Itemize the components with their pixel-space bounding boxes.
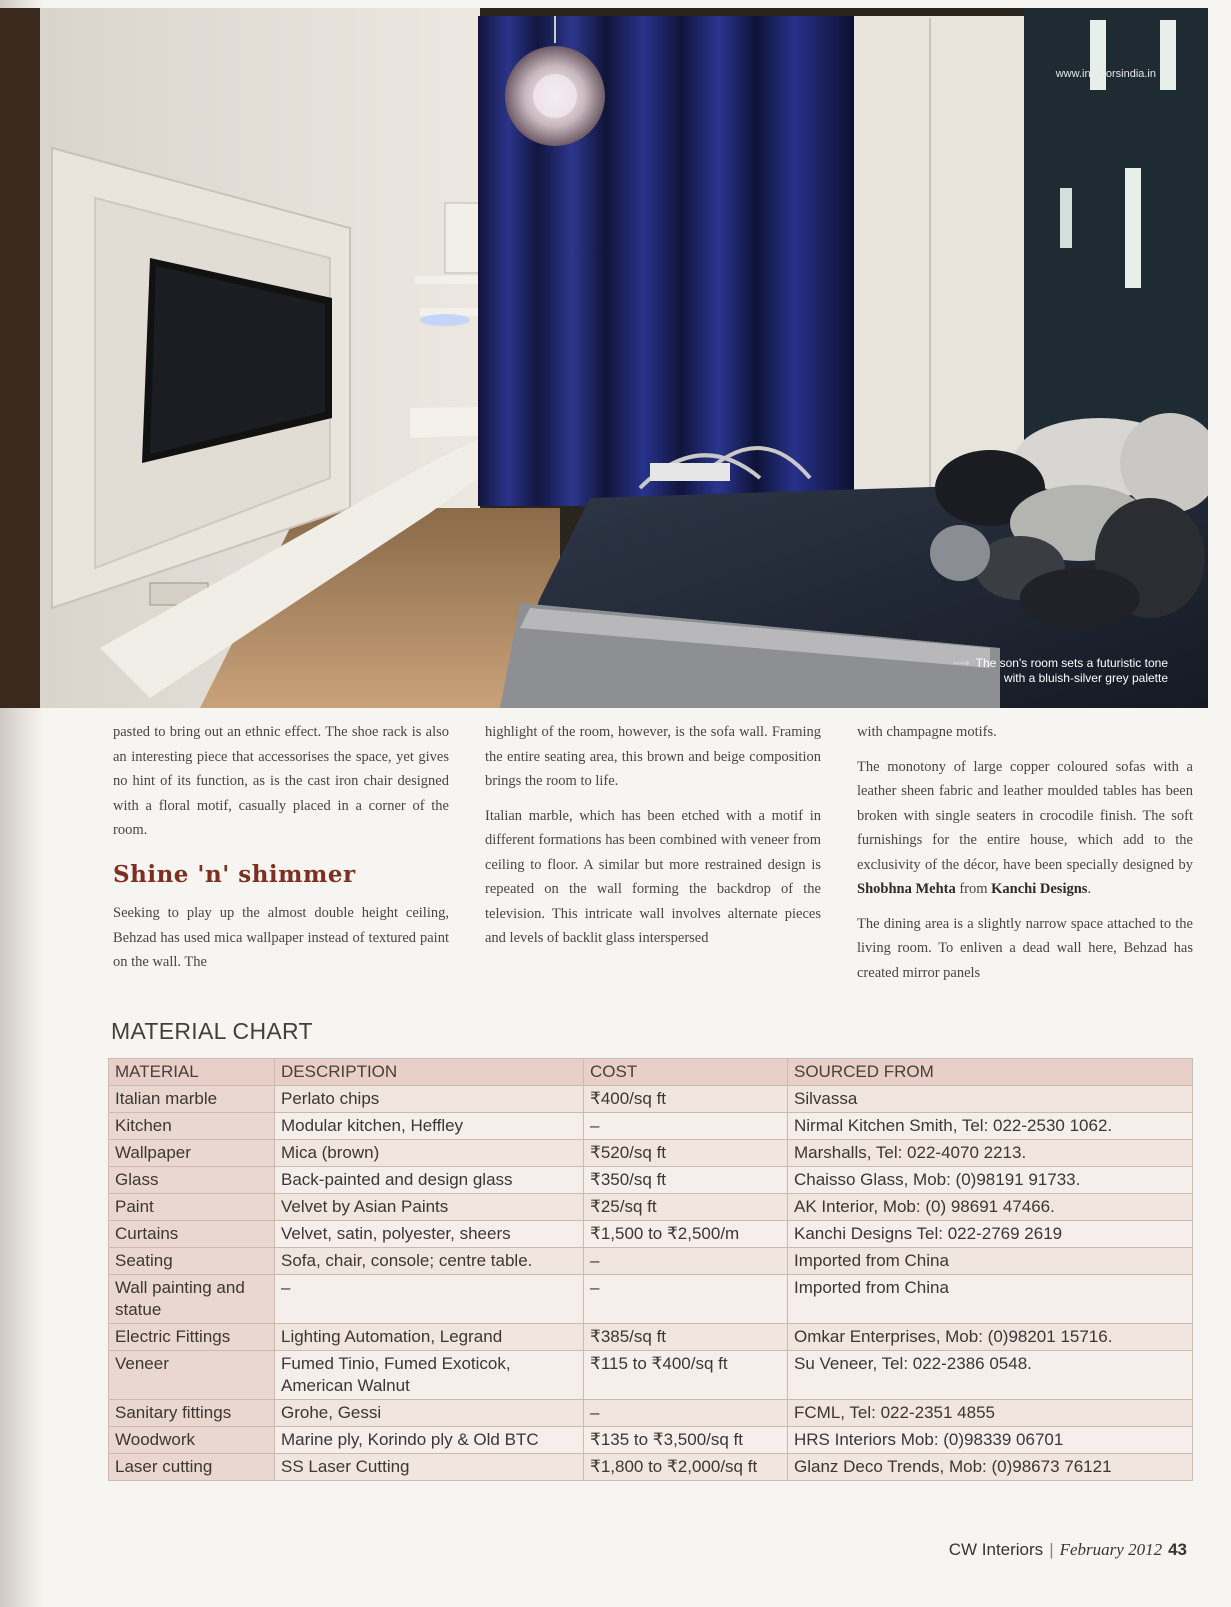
design-company: Kanchi Designs — [991, 881, 1088, 897]
paragraph: Italian marble, which has been etched with a motif in different formations has been combined with veneer from ceiling to floor. A similar but more restrained design is repeated on the wall forming the backdrop of the television. This intricate wall involves alternate pieces and levels of backlit glass interspersed — [485, 807, 821, 946]
source-cell: Imported from China — [788, 1275, 1193, 1324]
bedroom-illustration — [0, 8, 1208, 708]
material-cell: Wallpaper — [109, 1140, 275, 1167]
paragraph-text: The monotony of large copper coloured sofas with a leather sheen fabric and leather moulded tables has been broken with single seaters in crocodile finish. The soft furnishings for the entire house, which add to the exclusivity of the décor, have been specially designed by — [857, 758, 1193, 873]
description-cell: Velvet by Asian Paints — [275, 1194, 584, 1221]
header-description: DESCRIPTION — [275, 1059, 584, 1086]
description-cell: Marine ply, Korindo ply & Old BTC — [275, 1427, 584, 1454]
cost-cell: – — [584, 1113, 788, 1140]
source-cell: Omkar Enterprises, Mob: (0)98201 15716. — [788, 1324, 1193, 1351]
source-cell: Su Veneer, Tel: 022-2386 0548. — [788, 1351, 1193, 1400]
source-cell: Marshalls, Tel: 022-4070 2213. — [788, 1140, 1193, 1167]
source-cell: Nirmal Kitchen Smith, Tel: 022-2530 1062. — [788, 1113, 1193, 1140]
paragraph — [857, 755, 1193, 902]
table-row — [109, 1167, 1193, 1194]
source-cell: Glanz Deco Trends, Mob: (0)98673 76121 — [788, 1454, 1193, 1481]
table-row — [109, 1194, 1193, 1221]
cost-cell: ₹1,500 to ₹2,500/m — [584, 1221, 788, 1248]
article-column-1 — [113, 720, 449, 985]
description-cell: SS Laser Cutting — [275, 1454, 584, 1481]
material-chart-title: MATERIAL CHART — [111, 1018, 313, 1044]
material-cell: Veneer — [109, 1351, 275, 1400]
table-row — [109, 1113, 1193, 1140]
table-row — [109, 1454, 1193, 1481]
cost-cell: ₹350/sq ft — [584, 1167, 788, 1194]
material-cell: Sanitary fittings — [109, 1400, 275, 1427]
header-cost: COST — [584, 1059, 788, 1086]
source-cell: AK Interior, Mob: (0) 98691 47466. — [788, 1194, 1193, 1221]
caption-line-2: with a bluish-silver grey palette — [1003, 671, 1168, 685]
table-row — [109, 1351, 1193, 1400]
description-cell: Modular kitchen, Heffley — [275, 1113, 584, 1140]
magazine-name: CW Interiors — [948, 1540, 1044, 1559]
cost-cell: – — [584, 1400, 788, 1427]
header-material: MATERIAL — [109, 1059, 275, 1086]
material-cell: Glass — [109, 1167, 275, 1194]
description-cell: Fumed Tinio, Fumed Exoticok, American Walnut — [275, 1351, 584, 1400]
table-row — [109, 1324, 1193, 1351]
description-cell: Perlato chips — [275, 1086, 584, 1113]
source-cell: Imported from China — [788, 1248, 1193, 1275]
caption-line-1: The son's room sets a futuristic tone — [975, 656, 1168, 670]
source-cell: Silvassa — [788, 1086, 1193, 1113]
description-cell: Back-painted and design glass — [275, 1167, 584, 1194]
paragraph: Seeking to play up the almost double height ceiling, Behzad has used mica wallpaper instead of textured paint on the wall. The — [113, 905, 449, 970]
material-cell: Curtains — [109, 1221, 275, 1248]
material-cell: Italian marble — [109, 1086, 275, 1113]
cost-cell: ₹25/sq ft — [584, 1194, 788, 1221]
cost-cell: ₹1,800 to ₹2,000/sq ft — [584, 1454, 788, 1481]
paragraph: highlight of the room, however, is the sofa wall. Framing the entire seating area, this brown and beige composition brings the room to life. — [485, 724, 821, 789]
cost-cell: ₹385/sq ft — [584, 1324, 788, 1351]
cost-cell: – — [584, 1275, 788, 1324]
page-footer — [949, 1540, 1187, 1560]
material-cell: Electric Fittings — [109, 1324, 275, 1351]
page-number: 43 — [1168, 1540, 1187, 1559]
table-row — [109, 1086, 1193, 1113]
source-cell: FCML, Tel: 022-2351 4855 — [788, 1400, 1193, 1427]
description-cell: Sofa, chair, console; centre table. — [275, 1248, 584, 1275]
cost-cell: ₹520/sq ft — [584, 1140, 788, 1167]
website-watermark: www.interiorsindia.in — [1055, 68, 1156, 80]
paragraph: pasted to bring out an ethnic effect. The shoe rack is also an interesting piece that accessorises the space, yet gives no hint of its function, as is the cast iron chair designed with a floral motif, casually placed in a corner of the room. — [113, 724, 449, 838]
description-cell: – — [275, 1275, 584, 1324]
paragraph-text: . — [1087, 881, 1092, 897]
header-sourced-from: SOURCED FROM — [788, 1059, 1193, 1086]
material-cell: Woodwork — [109, 1427, 275, 1454]
table-row — [109, 1248, 1193, 1275]
bedroom-photo — [0, 8, 1208, 708]
footer-separator: | — [1049, 1540, 1054, 1559]
paragraph: The dining area is a slightly narrow space attached to the living room. To enliven a dead wall here, Behzad has created mirror panels — [857, 915, 1193, 981]
source-cell: Kanchi Designs Tel: 022-2769 2619 — [788, 1221, 1193, 1248]
material-cell: Wall painting and statue — [109, 1275, 275, 1324]
description-cell: Lighting Automation, Legrand — [275, 1324, 584, 1351]
paragraph-text: from — [959, 881, 988, 897]
cost-cell: – — [584, 1248, 788, 1275]
table-header-row — [109, 1059, 1193, 1086]
table-row — [109, 1275, 1193, 1324]
description-cell: Grohe, Gessi — [275, 1400, 584, 1427]
description-cell: Velvet, satin, polyester, sheers — [275, 1221, 584, 1248]
description-cell: Mica (brown) — [275, 1140, 584, 1167]
article-column-2 — [485, 720, 821, 961]
cost-cell: ₹115 to ₹400/sq ft — [584, 1351, 788, 1400]
source-cell: HRS Interiors Mob: (0)98339 06701 — [788, 1427, 1193, 1454]
designer-name: Shobhna Mehta — [857, 881, 956, 897]
table-row — [109, 1427, 1193, 1454]
article-column-3 — [857, 720, 1193, 995]
source-cell: Chaisso Glass, Mob: (0)98191 91733. — [788, 1167, 1193, 1194]
table-row — [109, 1400, 1193, 1427]
caption-arrow-icon: ⟶ — [952, 656, 970, 670]
issue-date: February 2012 — [1059, 1540, 1163, 1559]
material-cell: Kitchen — [109, 1113, 275, 1140]
table-row — [109, 1140, 1193, 1167]
subheading: Shine 'n' shimmer — [113, 860, 356, 888]
material-cell: Seating — [109, 1248, 275, 1275]
photo-caption — [888, 656, 1168, 686]
paragraph: with champagne motifs. — [857, 724, 997, 740]
material-cell: Paint — [109, 1194, 275, 1221]
cost-cell: ₹400/sq ft — [584, 1086, 788, 1113]
table-row — [109, 1221, 1193, 1248]
material-chart-table — [108, 1058, 1193, 1481]
cost-cell: ₹135 to ₹3,500/sq ft — [584, 1427, 788, 1454]
material-cell: Laser cutting — [109, 1454, 275, 1481]
